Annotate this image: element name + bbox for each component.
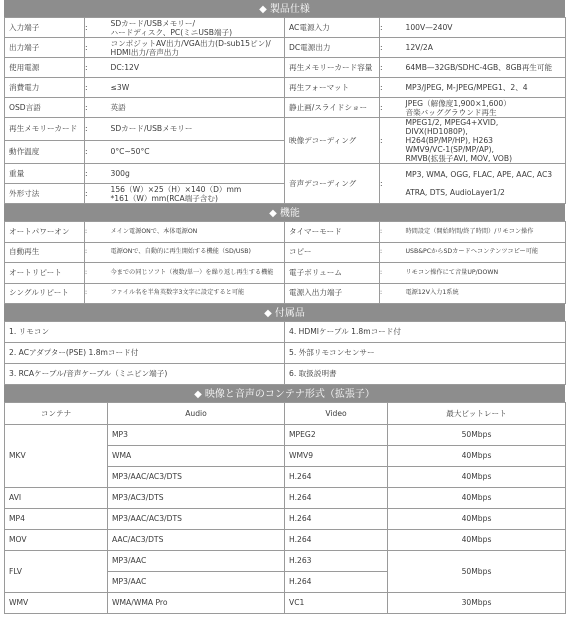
container-cell: AVI xyxy=(5,488,108,509)
spec-value: 156（W）×25（H）×140（D）mm *161（W）mm(RCA端子含む) xyxy=(107,184,285,204)
spec-value: 0°C~50°C xyxy=(107,141,285,164)
spec-label: 使用電源 xyxy=(5,58,85,78)
spec-label: 映像デコーディング xyxy=(285,118,380,164)
func-value: 電源ONで、自動的に再生開始する機能（SD/USB) xyxy=(107,242,285,263)
spec-label: 消費電力 xyxy=(5,78,85,98)
spec-value: MP3/JPEG, M-JPEG/MPEG1、2、4 xyxy=(402,78,566,98)
spec-value: 英語 xyxy=(107,98,285,118)
spec-value: SDカード/USBメモリー/ ハードディスク、PC(ミニUSB端子) xyxy=(107,18,285,38)
accessories-table xyxy=(4,321,566,385)
func-value: 今までの同じソフト（複数/単一）を繰り返し再生する機能 xyxy=(107,263,285,284)
colon: : xyxy=(380,58,402,78)
colon: : xyxy=(85,98,107,118)
colon: : xyxy=(380,98,402,118)
spec-sheet xyxy=(4,0,565,614)
func-label: オートパワーオン xyxy=(5,222,85,243)
table-row xyxy=(5,118,566,141)
format-section-header: ◆ 映像と音声のコンテナ形式（拡張子） xyxy=(4,385,565,402)
bitrate-cell: 40Mbps xyxy=(388,446,566,467)
table-row xyxy=(5,551,566,572)
func-table xyxy=(4,221,566,304)
colon: : xyxy=(380,78,402,98)
func-value: ファイル名を半角英数字3文字に設定すると可能 xyxy=(107,283,285,304)
col-header-audio: Audio xyxy=(108,403,285,425)
spec-value: MP3, WMA, OGG, FLAC, APE, AAC, AC3 ATRA, DTS, AudioLayer1/2 xyxy=(402,164,566,204)
video-cell: H.264 xyxy=(285,530,388,551)
table-row xyxy=(5,18,566,38)
accessory-item: 1. リモコン xyxy=(5,322,285,343)
table-row xyxy=(5,263,566,284)
table-row xyxy=(5,58,566,78)
spec-label: AC電源入力 xyxy=(285,18,380,38)
col-header-container: コンテナ xyxy=(5,403,108,425)
func-label: 電子ボリューム xyxy=(285,263,380,284)
colon: : xyxy=(380,18,402,38)
table-row xyxy=(5,283,566,304)
spec-label: 音声デコーディング xyxy=(285,164,380,204)
table-row xyxy=(5,78,566,98)
func-label: シングルリピート xyxy=(5,283,85,304)
table-row xyxy=(5,593,566,614)
audio-cell: WMA/WMA Pro xyxy=(108,593,285,614)
container-cell: WMV xyxy=(5,593,108,614)
colon: : xyxy=(85,78,107,98)
spec-value: 300g xyxy=(107,164,285,184)
spec-label: 再生メモリーカード容量 xyxy=(285,58,380,78)
spec-value: 100V—240V xyxy=(402,18,566,38)
spec-table xyxy=(4,17,566,204)
func-label: オートリピート xyxy=(5,263,85,284)
video-cell: H.264 xyxy=(285,509,388,530)
spec-label: 入力端子 xyxy=(5,18,85,38)
colon: : xyxy=(380,222,402,243)
colon: : xyxy=(380,263,402,284)
bitrate-cell: 30Mbps xyxy=(388,593,566,614)
table-row xyxy=(5,509,566,530)
acc-section-header: ◆ 付属品 xyxy=(4,304,565,321)
spec-value: ≤3W xyxy=(107,78,285,98)
colon: : xyxy=(380,38,402,58)
func-label: タイマーモード xyxy=(285,222,380,243)
func-section-header: ◆ 機能 xyxy=(4,204,565,221)
func-value: 時間設定（開始時間/終了時間）/リモコン操作 xyxy=(402,222,566,243)
container-cell: MOV xyxy=(5,530,108,551)
func-value: 電源12V入力1系統 xyxy=(402,283,566,304)
spec-label: DC電源出力 xyxy=(285,38,380,58)
table-row xyxy=(5,488,566,509)
spec-section-header: ◆ 製品仕様 xyxy=(4,0,565,17)
spec-label: 再生フォーマット xyxy=(285,78,380,98)
video-cell: H.264 xyxy=(285,572,388,593)
video-cell: WMV9 xyxy=(285,446,388,467)
audio-cell: WMA xyxy=(108,446,285,467)
colon: : xyxy=(85,38,107,58)
spec-label: 再生メモリーカード xyxy=(5,118,85,141)
video-cell: VC1 xyxy=(285,593,388,614)
func-value: USB&PCからSDカードへコンテンツコピー可能 xyxy=(402,242,566,263)
video-cell: H.264 xyxy=(285,488,388,509)
video-cell: H.264 xyxy=(285,467,388,488)
spec-label: 出力端子 xyxy=(5,38,85,58)
spec-label: 動作温度 xyxy=(5,141,85,164)
bitrate-cell: 50Mbps xyxy=(388,551,566,593)
table-row xyxy=(5,164,566,184)
video-cell: MPEG2 xyxy=(285,425,388,446)
audio-cell: MP3/AAC xyxy=(108,572,285,593)
table-row xyxy=(5,322,566,343)
container-cell: MKV xyxy=(5,425,108,488)
table-row xyxy=(5,242,566,263)
colon: : xyxy=(85,263,107,284)
col-header-bitrate: 最大ビットレート xyxy=(388,403,566,425)
spec-value: MPEG1/2, MPEG4+XVID, DIVX(HD1080P), H264(BP/MP/HP), H263 WMV9/VC-1(SP/MP/AP), RMVB(拡張子AVI, MOV, VOB) xyxy=(402,118,566,164)
colon: : xyxy=(85,242,107,263)
audio-cell: MP3/AAC/AC3/DTS xyxy=(108,509,285,530)
accessory-item: 3. RCAケーブル/音声ケーブル（ミニピン端子) xyxy=(5,364,285,385)
audio-cell: AAC/AC3/DTS xyxy=(108,530,285,551)
colon: : xyxy=(85,141,107,164)
spec-value: DC:12V xyxy=(107,58,285,78)
table-row xyxy=(5,425,566,446)
spec-value: 64MB—32GB/SDHC-4GB、8GB再生可能 xyxy=(402,58,566,78)
audio-cell: MP3/AAC/AC3/DTS xyxy=(108,467,285,488)
table-row xyxy=(5,222,566,243)
bitrate-cell: 40Mbps xyxy=(388,488,566,509)
spec-label: 重量 xyxy=(5,164,85,184)
spec-value: コンポジットAV出力/VGA出力(D-sub15ピン)/ HDMI出力/音声出力 xyxy=(107,38,285,58)
accessory-item: 2. ACアダプター(PSE) 1.8mコード付 xyxy=(5,343,285,364)
func-label: 電源入出力端子 xyxy=(285,283,380,304)
colon: : xyxy=(380,283,402,304)
table-row xyxy=(5,38,566,58)
spec-label: 外形寸法 xyxy=(5,184,85,204)
colon: : xyxy=(85,222,107,243)
colon: : xyxy=(85,184,107,204)
spec-value: JPEG（解像度1,900×1,600） 音楽バッググラウンド再生 xyxy=(402,98,566,118)
colon: : xyxy=(85,18,107,38)
audio-cell: MP3 xyxy=(108,425,285,446)
container-cell: FLV xyxy=(5,551,108,593)
accessory-item: 5. 外部リモコンセンサー xyxy=(285,343,566,364)
func-value: リモコン操作にて音量UP/DOWN xyxy=(402,263,566,284)
table-row xyxy=(5,364,566,385)
audio-cell: MP3/AAC xyxy=(108,551,285,572)
colon: : xyxy=(380,118,402,164)
video-cell: H.263 xyxy=(285,551,388,572)
audio-cell: MP3/AC3/DTS xyxy=(108,488,285,509)
colon: : xyxy=(85,118,107,141)
bitrate-cell: 40Mbps xyxy=(388,530,566,551)
table-row xyxy=(5,530,566,551)
accessory-item: 4. HDMIケーブル 1.8mコード付 xyxy=(285,322,566,343)
colon: : xyxy=(380,242,402,263)
func-label: コピー xyxy=(285,242,380,263)
spec-label: 静止画/スライドショー xyxy=(285,98,380,118)
bitrate-cell: 50Mbps xyxy=(388,425,566,446)
colon: : xyxy=(85,58,107,78)
spec-value: 12V/2A xyxy=(402,38,566,58)
func-label: 自動再生 xyxy=(5,242,85,263)
colon: : xyxy=(380,164,402,204)
colon: : xyxy=(85,164,107,184)
accessory-item: 6. 取扱説明書 xyxy=(285,364,566,385)
table-row xyxy=(5,343,566,364)
bitrate-cell: 40Mbps xyxy=(388,509,566,530)
bitrate-cell: 40Mbps xyxy=(388,467,566,488)
spec-value: SDカード/USBメモリー xyxy=(107,118,285,141)
format-table xyxy=(4,402,566,614)
colon: : xyxy=(85,283,107,304)
spec-label: OSD言語 xyxy=(5,98,85,118)
col-header-video: Video xyxy=(285,403,388,425)
container-cell: MP4 xyxy=(5,509,108,530)
table-header-row xyxy=(5,403,566,425)
func-value: メイン電源ONで、本体電源ON xyxy=(107,222,285,243)
table-row xyxy=(5,98,566,118)
